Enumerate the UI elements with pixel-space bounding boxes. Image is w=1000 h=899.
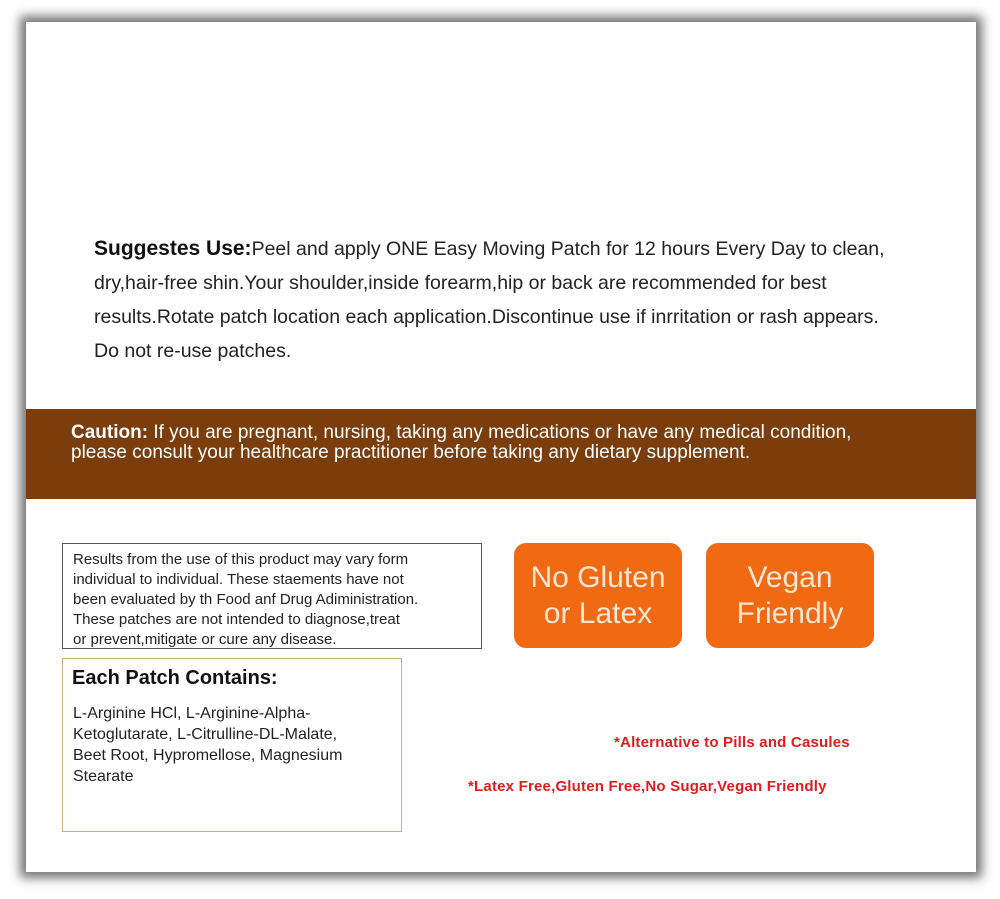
ingredients-line: Stearate xyxy=(73,768,134,785)
caution-line-1: If you are pregnant, nursing, taking any medications or have any medical condition, xyxy=(148,422,852,443)
ingredients-box xyxy=(62,658,402,832)
alternative-note: *Alternative to Pills and Casules xyxy=(614,734,850,751)
suggested-use-label: Suggestes Use: xyxy=(94,237,252,260)
ingredients-line: Ketoglutarate, L-Citrulline-DL-Malate, xyxy=(73,726,338,743)
free-from-note: *Latex Free,Gluten Free,No Sugar,Vegan Friendly xyxy=(468,778,827,795)
ingredients-title: Each Patch Contains: xyxy=(72,667,278,689)
disclaimer-line: These patches are not intended to diagnose,treat xyxy=(73,611,400,628)
usage-line-3: results.Rotate patch location each application.Discontinue use if inrritation or rash appears. xyxy=(94,306,879,328)
ingredients-line: Beet Root, Hypromellose, Magnesium xyxy=(73,747,343,764)
no-gluten-badge xyxy=(514,543,682,648)
disclaimer-box xyxy=(62,543,482,649)
ingredients-line: L-Arginine HCl, L-Arginine-Alpha- xyxy=(73,705,311,722)
disclaimer-line: or prevent,mitigate or cure any disease. xyxy=(73,631,337,648)
disclaimer-line: individual to individual. These staements have not xyxy=(73,571,404,588)
vegan-friendly-badge xyxy=(706,543,874,648)
suggested-use-text xyxy=(94,232,974,368)
badge-line: Vegan xyxy=(747,560,833,594)
usage-line-2: dry,hair-free shin.Your shoulder,inside forearm,hip or back are recommended for best xyxy=(94,272,827,294)
badge-line: Friendly xyxy=(736,596,844,630)
caution-label: Caution: xyxy=(71,422,149,443)
caution-band xyxy=(26,409,976,499)
badge-line: or Latex xyxy=(543,596,653,630)
usage-line-4: Do not re-use patches. xyxy=(94,340,292,362)
disclaimer-line: Results from the use of this product may vary form xyxy=(73,551,409,568)
disclaimer-line: been evaluated by th Food anf Drug Adiministration. xyxy=(73,591,419,608)
badge-line: No Gluten xyxy=(530,560,666,594)
caution-line-2: please consult your healthcare practitioner before taking any dietary supplement. xyxy=(71,442,751,463)
usage-line-1: Peel and apply ONE Easy Moving Patch for 12 hours Every Day to clean, xyxy=(251,238,885,260)
